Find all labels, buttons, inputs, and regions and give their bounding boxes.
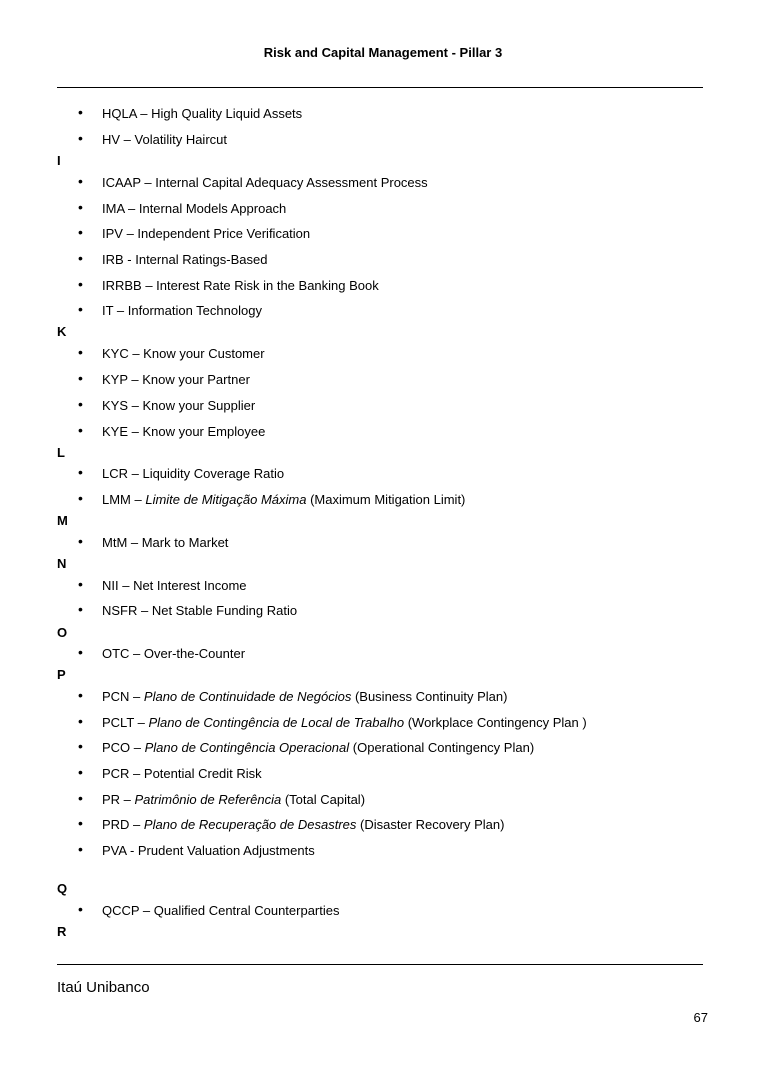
term-text: IPV – Independent Price Verification	[102, 226, 311, 241]
glossary-item	[102, 843, 315, 858]
term-text: ICAAP – Internal Capital Adequacy Assessment Process	[102, 175, 428, 190]
bullet-icon: •	[78, 644, 83, 660]
term-text: HV – Volatility Haircut	[102, 132, 227, 147]
bullet-icon: •	[78, 533, 83, 549]
term-text: (Operational Contingency Plan)	[349, 740, 535, 755]
bullet-icon: •	[78, 276, 83, 292]
glossary-item	[102, 226, 310, 241]
term-text: PRD –	[102, 817, 144, 832]
bullet-icon: •	[78, 104, 83, 120]
term-text: NSFR – Net Stable Funding Ratio	[102, 603, 298, 618]
bullet-icon: •	[78, 250, 83, 266]
glossary-item	[102, 535, 228, 550]
header-divider	[57, 87, 703, 88]
glossary-item	[102, 578, 247, 593]
term-text: KYC – Know your Customer	[102, 346, 265, 361]
section-letter: P	[57, 667, 66, 682]
glossary-item	[102, 603, 297, 618]
glossary-item	[102, 466, 284, 481]
bullet-icon: •	[78, 738, 83, 754]
glossary-item	[102, 398, 255, 413]
term-text: MtM – Mark to Market	[102, 535, 229, 550]
term-text: IMA – Internal Models Approach	[102, 201, 287, 216]
page-header-title: Risk and Capital Management - Pillar 3	[263, 45, 503, 60]
section-letter: L	[57, 445, 65, 460]
glossary-item	[102, 201, 286, 216]
bullet-icon: •	[78, 601, 83, 617]
bullet-icon: •	[78, 490, 83, 506]
bullet-icon: •	[78, 199, 83, 215]
glossary-item	[102, 740, 534, 755]
glossary-item	[102, 303, 262, 318]
term-text: PCN –	[102, 689, 144, 704]
section-letter: R	[57, 924, 67, 939]
term-text: HQLA – High Quality Liquid Assets	[102, 106, 303, 121]
glossary-item	[102, 903, 340, 918]
bullet-icon: •	[78, 901, 83, 917]
bullet-icon: •	[78, 344, 83, 360]
term-text: NII – Net Interest Income	[102, 578, 247, 593]
term-text: OTC – Over-the-Counter	[102, 646, 246, 661]
term-text: QCCP – Qualified Central Counterparties	[102, 903, 340, 918]
term-text: PCR – Potential Credit Risk	[102, 766, 262, 781]
section-letter: K	[57, 324, 67, 339]
term-text: PCLT –	[102, 715, 149, 730]
glossary-item	[102, 689, 507, 704]
page-number: 67	[693, 1010, 708, 1025]
section-letter: M	[57, 513, 68, 528]
term-text: IT – Information Technology	[102, 303, 262, 318]
glossary-item	[102, 792, 365, 807]
term-text: (Workplace Contingency Plan )	[404, 715, 587, 730]
bullet-icon: •	[78, 687, 83, 703]
term-text: KYS – Know your Supplier	[102, 398, 256, 413]
term-text: (Business Continuity Plan)	[351, 689, 508, 704]
glossary-item	[102, 106, 302, 121]
bullet-icon: •	[78, 815, 83, 831]
term-text: (Maximum Mitigation Limit)	[306, 492, 466, 507]
footer-organization: Itaú Unibanco	[57, 979, 150, 996]
glossary-item	[102, 646, 245, 661]
glossary-item	[102, 252, 267, 267]
term-translation: Plano de Recuperação de Desastres	[143, 817, 357, 832]
term-text: KYE – Know your Employee	[102, 424, 266, 439]
bullet-icon: •	[78, 464, 83, 480]
term-translation: Patrimônio de Referência	[134, 792, 282, 807]
bullet-icon: •	[78, 713, 83, 729]
section-letter: O	[57, 625, 68, 640]
term-text: KYP – Know your Partner	[102, 372, 250, 387]
term-text: PR –	[102, 792, 135, 807]
term-text: PCO –	[102, 740, 145, 755]
bullet-icon: •	[78, 841, 83, 857]
term-translation: Plano de Continuidade de Negócios	[143, 689, 352, 704]
bullet-icon: •	[78, 370, 83, 386]
bullet-icon: •	[78, 422, 83, 438]
term-text: LMM –	[102, 492, 146, 507]
glossary-item	[102, 372, 250, 387]
glossary-item	[102, 132, 227, 147]
term-translation: Limite de Mitigação Máxima	[145, 492, 307, 507]
glossary-item	[102, 278, 379, 293]
bullet-icon: •	[78, 224, 83, 240]
section-letter: Q	[57, 881, 68, 896]
term-text: IRRBB – Interest Rate Risk in the Banking Book	[102, 278, 379, 293]
term-translation: Plano de Contingência Operacional	[144, 740, 350, 755]
bullet-icon: •	[78, 173, 83, 189]
glossary-item	[102, 715, 587, 730]
bullet-icon: •	[78, 130, 83, 146]
glossary-item	[102, 817, 504, 832]
section-letter: I	[57, 153, 61, 168]
term-translation: Plano de Contingência de Local de Trabalho	[148, 715, 405, 730]
term-text: (Disaster Recovery Plan)	[356, 817, 505, 832]
glossary-item	[102, 766, 262, 781]
bullet-icon: •	[78, 576, 83, 592]
glossary-item	[102, 346, 265, 361]
glossary-item	[102, 492, 465, 507]
bullet-icon: •	[78, 301, 83, 317]
term-text: IRB - Internal Ratings-Based	[102, 252, 268, 267]
glossary-item	[102, 424, 265, 439]
bullet-icon: •	[78, 396, 83, 412]
section-letter: N	[57, 556, 67, 571]
bullet-icon: •	[78, 790, 83, 806]
glossary-item	[102, 175, 428, 190]
term-text: (Total Capital)	[281, 792, 366, 807]
term-text: PVA - Prudent Valuation Adjustments	[102, 843, 315, 858]
bullet-icon: •	[78, 764, 83, 780]
term-text: LCR – Liquidity Coverage Ratio	[102, 466, 285, 481]
footer-divider	[57, 964, 703, 965]
